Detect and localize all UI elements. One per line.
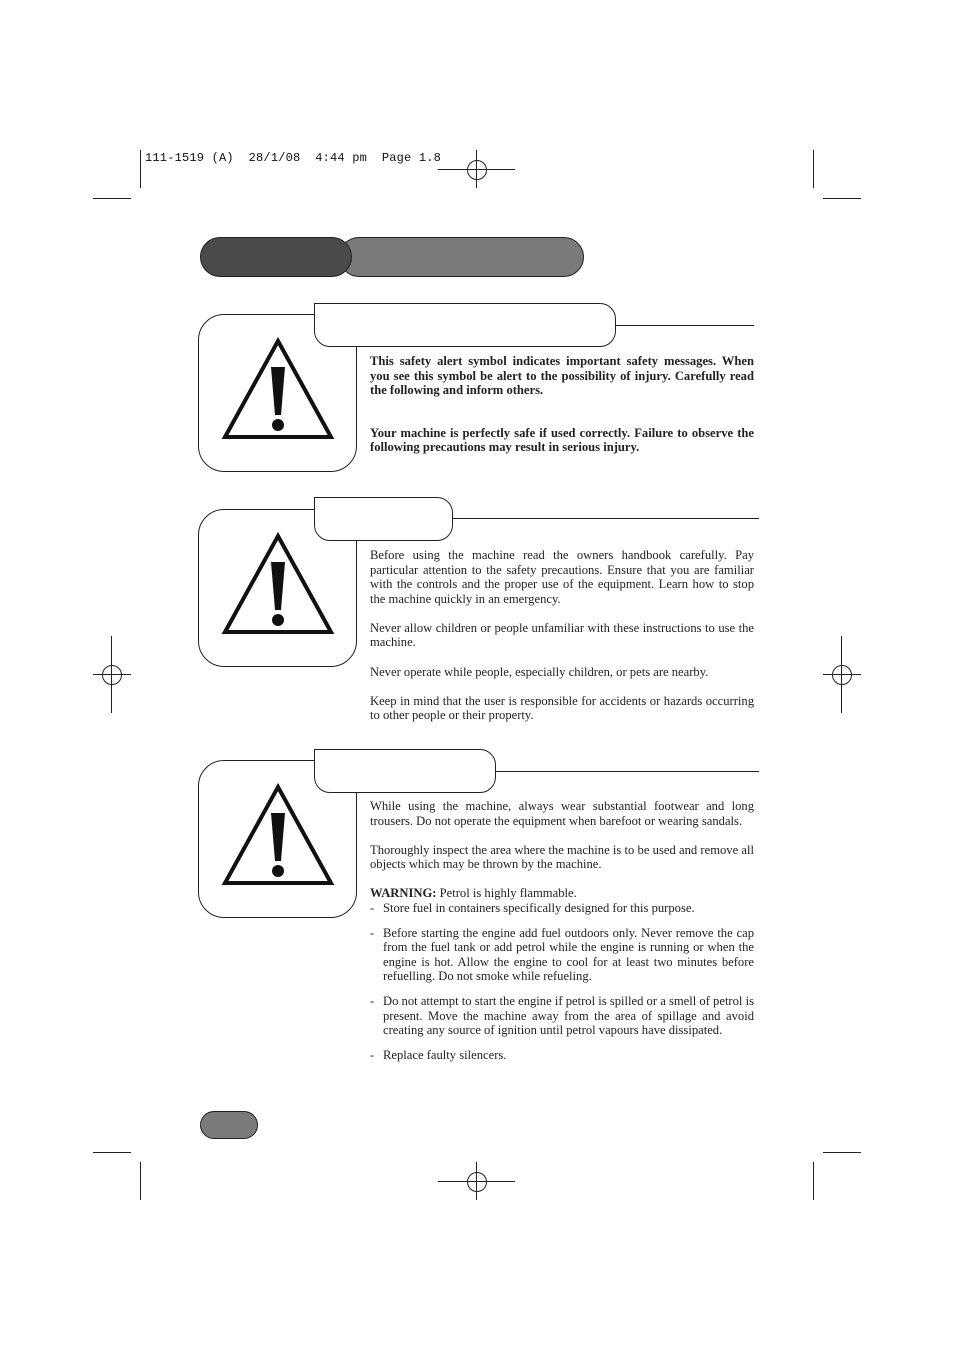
paragraph: Never operate while people, especially children, or pets are nearby. xyxy=(370,664,709,679)
section-title-tab xyxy=(314,749,496,793)
section-2-text xyxy=(370,548,754,737)
paragraph: While using the machine, always wear substantial footwear and long trousers. Do not operate the equipment when barefoot or wearing sandals. xyxy=(370,799,754,828)
bullet-dash: - xyxy=(370,900,375,915)
list-item xyxy=(370,994,754,1038)
paragraph: Your machine is perfectly safe if used correctly. Failure to observe the following precautions may result in serious injury. xyxy=(370,425,754,455)
bullet-text: Replace faulty silencers. xyxy=(383,1047,507,1062)
crop-mark xyxy=(93,1152,131,1153)
crop-mark xyxy=(823,198,861,199)
header-pill-dark xyxy=(200,237,352,277)
bullet-text: Before starting the engine add fuel outdoors only. Never remove the cap from the fuel tank or add petrol while the engine is running or when the engine is hot. Allow the engine to cool for at least two minutes before refuelling. Do not smoke while refueling. xyxy=(383,925,754,984)
section-1-text xyxy=(370,354,754,469)
warning-triangle-icon xyxy=(221,532,335,636)
crop-mark xyxy=(93,198,131,199)
page-number-pill xyxy=(200,1111,258,1139)
warning-triangle-icon xyxy=(221,783,335,887)
section-rule xyxy=(614,325,754,326)
bullet-dash: - xyxy=(370,993,375,1008)
section-3-text xyxy=(370,799,754,1072)
bullet-dash: - xyxy=(370,925,375,940)
crop-mark xyxy=(823,1152,861,1153)
crop-mark xyxy=(140,1162,141,1200)
paragraph: This safety alert symbol indicates important safety messages. When you see this symbol be alert to the possibility of injury. Carefully read the following and inform others. xyxy=(370,354,754,398)
warning-triangle-icon xyxy=(221,337,335,441)
paragraph: Never allow children or people unfamiliar with these instructions to use the machine. xyxy=(370,620,754,650)
section-rule xyxy=(451,518,759,519)
warning-text: Petrol is highly flammable. xyxy=(436,886,577,901)
paragraph: Before using the machine read the owners handbook carefully. Pay particular attention to the safety precautions. Ensure that you are familiar with the controls and the proper use of the equipment. Learn how to stop the machine quickly in an emergency. xyxy=(370,548,754,606)
crop-mark xyxy=(813,150,814,188)
paragraph: Keep in mind that the user is responsible for accidents or hazards occurring to other people or their property. xyxy=(370,693,754,723)
paragraph: Thoroughly inspect the area where the machine is to be used and remove all objects which may be thrown by the machine. xyxy=(370,842,754,872)
header-pill-light xyxy=(339,237,584,277)
section-rule xyxy=(494,771,759,772)
list-item xyxy=(370,901,754,916)
bullet-dash: - xyxy=(370,1047,375,1062)
section-title-tab xyxy=(314,497,453,541)
list-item xyxy=(370,1048,754,1063)
warning-line xyxy=(370,886,754,901)
section-title-tab xyxy=(314,303,616,347)
print-slug-line: 111-1519 (A) 28/1/08 4:44 pm Page 1.8 xyxy=(145,151,442,165)
crop-mark xyxy=(140,150,141,188)
list-item xyxy=(370,926,754,984)
warning-label: WARNING: xyxy=(370,886,437,901)
crop-mark xyxy=(813,1162,814,1200)
bullet-text: Do not attempt to start the engine if petrol is spilled or a smell of petrol is present. Move the machine away from the area of spillage and avoid creating any source of ignition until petrol vapours have dissipated. xyxy=(383,993,754,1038)
bullet-text: Store fuel in containers specifically designed for this purpose. xyxy=(383,900,695,915)
